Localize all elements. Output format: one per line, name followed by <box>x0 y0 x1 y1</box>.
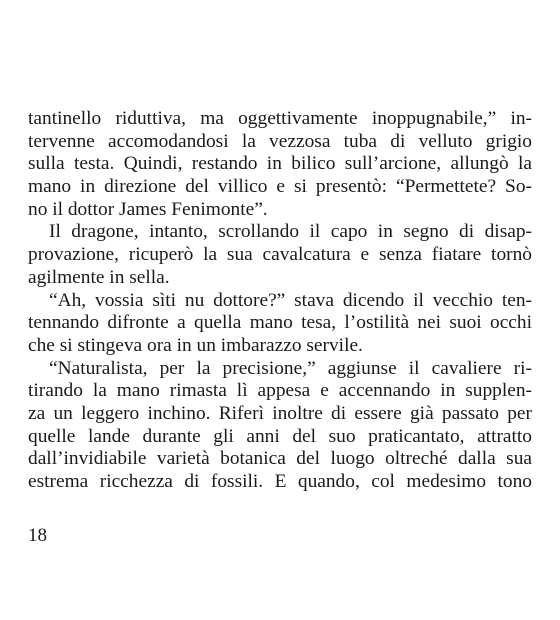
text-line: provazione, ricuperò la sua cavalcatura e senza fiatare tornò <box>28 244 532 266</box>
text-line: sulla testa. Quindi, restando in bilico sull’arcione, allungò la <box>28 153 532 175</box>
text-line: za un leggero inchino. Riferì inoltre di essere già passato per <box>28 402 532 424</box>
text-line: estrema ricchezza di fossili. E quando, col medesimo tono <box>28 471 532 492</box>
page-number: 18 <box>28 525 47 546</box>
text-line: tennando difronte a quella mano tesa, l’ostilità nei suoi occhi <box>28 312 532 334</box>
text-line: “Ah, vossia sìti nu dottore?” stava dicendo il vecchio ten- <box>49 289 532 311</box>
text-line: tantinello riduttiva, ma oggettivamente inoppugnabile,” in- <box>28 108 532 129</box>
text-line: Il dragone, intanto, scrollando il capo in segno di disap- <box>49 221 532 243</box>
text-line: che si stingeva ora in un imbarazzo servile. <box>28 334 363 356</box>
body-text <box>28 108 532 494</box>
text-line: mano in direzione del villico e si presentò: “Permettete? So- <box>28 176 532 198</box>
text-line: tervenne accomodandosi la vezzosa tuba di velluto grigio <box>28 130 532 152</box>
text-line: dall’invidiabile varietà botanica del luogo oltreché dalla sua <box>28 448 532 470</box>
text-line: “Naturalista, per la precisione,” aggiunse il cavaliere ri- <box>49 357 532 379</box>
text-line: tirando la mano rimasta lì appesa e accennando in supplen- <box>28 380 532 402</box>
text-line: quelle lande durante gli anni del suo praticantato, attratto <box>28 425 532 447</box>
text-line: no il dottor James Fenimonte”. <box>28 198 268 220</box>
text-line: agilmente in sella. <box>28 266 170 288</box>
